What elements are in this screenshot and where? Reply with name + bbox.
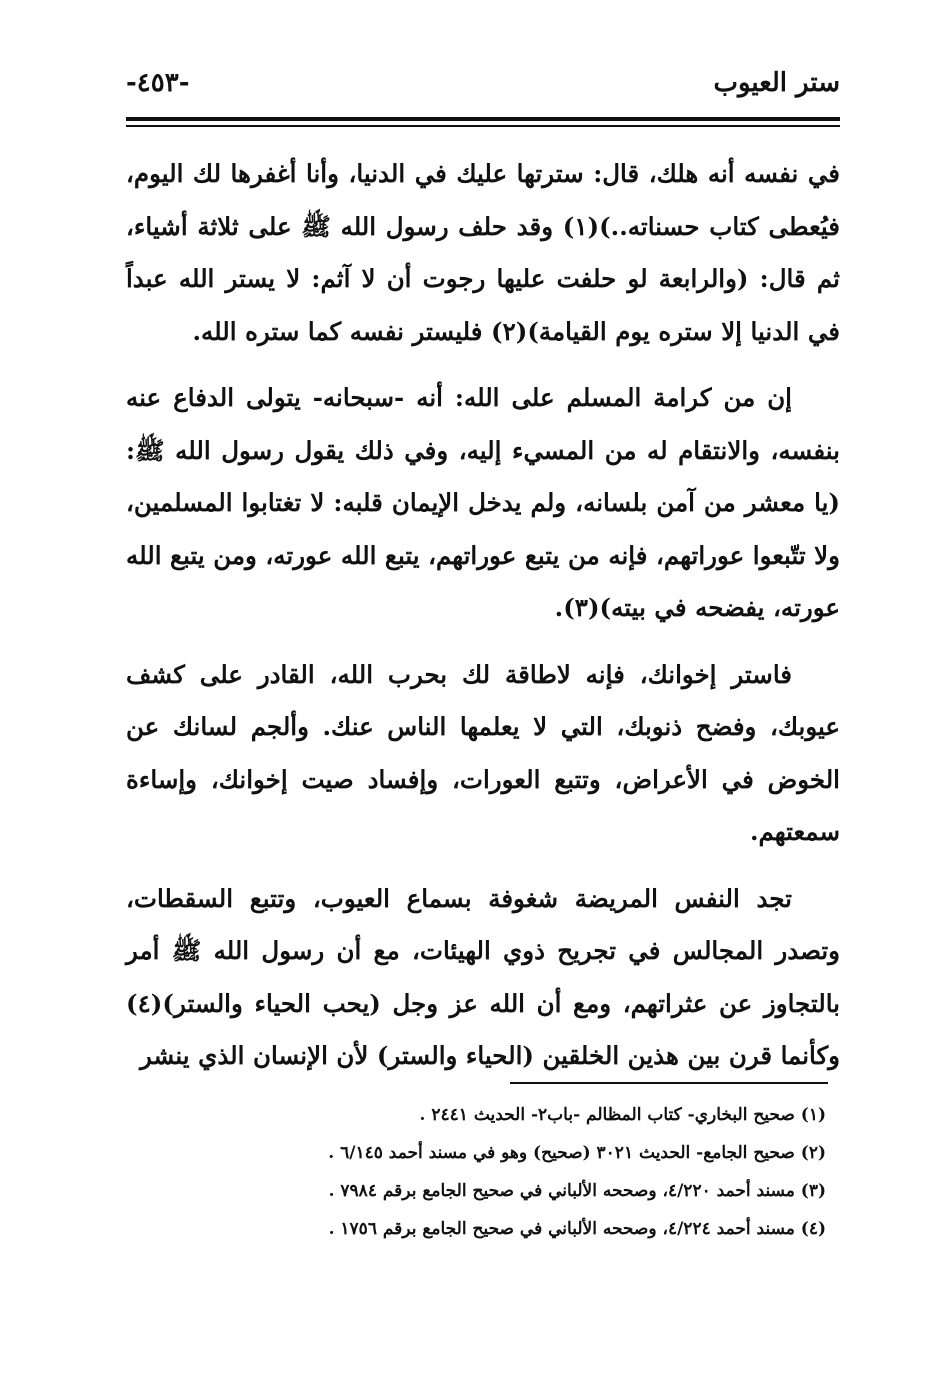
main-text xyxy=(126,148,840,1097)
footnote: (١) صحيح البخاري- كتاب المظالم -باب٢- الحديث ٢٤٤١ . xyxy=(419,1105,826,1125)
paragraph: تجد النفس المريضة شغوفة بسماع العيوب، وتتبع السقطات، وتصدر المجالس في تجريح ذوي الهيئات، مع أن رسول الله ﷺ أمر بالتجاوز عن عثراتهم، ومع أن الله عز وجل (يحب الحياء والستر)(٤) وكأنما قرن بين هذين الخلقين (الحياء والستر) لأن الإنسان الذي ينشر xyxy=(126,883,840,1070)
chapter-title: ستر العيوب xyxy=(713,68,840,98)
header-rule-thick xyxy=(126,117,840,121)
footnote: (٤) مسند أحمد ٤/٢٢٤، وصححه الألباني في صحيح الجامع برقم ١٧٥٦ . xyxy=(328,1219,826,1239)
footnotes xyxy=(126,1096,826,1248)
footnote: (٢) صحيح الجامع- الحديث ٣٠٢١ (صحيح) وهو في مسند أحمد ٦/١٤٥ . xyxy=(328,1143,826,1163)
page-number: -٤٥٣- xyxy=(126,68,190,98)
paragraph: إن من كرامة المسلم على الله: أنه -سبحانه- يتولى الدفاع عنه بنفسه، والانتقام له من المسيء إليه، وفي ذلك يقول رسول الله ﷺ: (يا معشر من آمن بلسانه، ولم يدخل الإيمان قلبه: لا تغتابوا المسلمين، ولا تتّبعوا عوراتهم، فإنه من يتبع عوراتهم، يتبع الله عورته، ومن يتبع الله عورته، يفضحه في بيته)(٣). xyxy=(126,383,841,622)
paragraph: فاستر إخوانك، فإنه لاطاقة لك بحرب الله، القادر على كشف عيوبك، وفضح ذنوبك، التي لا يعلمها الناس عنك. وألجم لسانك عن الخوض في الأعراض، وتتبع العورات، وإفساد صيت إخوانك، وإساءة سمعتهم. xyxy=(126,659,840,846)
header-rule-thin xyxy=(126,125,840,127)
paragraph: في نفسه أنه هلك، قال: سترتها عليك في الدنيا، وأنا أغفرها لك اليوم، فيُعطى كتاب حسناته..)(١) وقد حلف رسول الله ﷺ على ثلاثة أشياء، ثم قال: (والرابعة لو حلفت عليها رجوت أن لا آثم: لا يستر الله عبداً في الدنيا إلا ستره يوم القيامة)(٢) فليستر نفسه كما ستره الله. xyxy=(126,159,840,346)
running-header xyxy=(126,68,840,108)
footnote: (٣) مسند أحمد ٤/٢٢٠، وصححه الألباني في صحيح الجامع برقم ٧٩٨٤ . xyxy=(328,1181,826,1201)
footnote-separator xyxy=(510,1082,828,1084)
